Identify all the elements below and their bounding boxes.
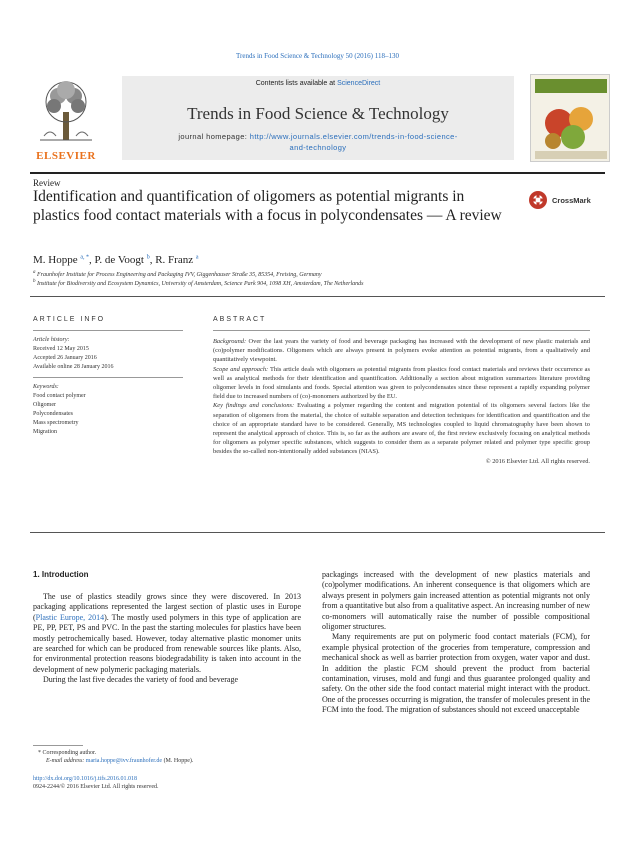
section-rule <box>30 296 605 297</box>
section-rule <box>30 532 605 533</box>
corresponding-note: * Corresponding author. <box>38 750 97 756</box>
info-divider <box>33 330 183 331</box>
author-affil-link[interactable]: a <box>195 254 199 261</box>
citation-link[interactable]: Plastic Europe, 2014 <box>35 612 105 622</box>
author-name: P. de Voogt <box>94 254 144 266</box>
body-paragraph: During the last five decades the variety of food and beverage <box>43 675 239 685</box>
crossmark-icon <box>528 190 548 210</box>
copyright: © 2016 Elsevier Ltd. All rights reserved. <box>485 457 590 465</box>
elsevier-logo <box>30 76 102 162</box>
sciencedirect-link[interactable]: ScienceDirect <box>337 80 381 87</box>
abstract-heading: ABSTRACT <box>213 316 267 323</box>
abstract-scope: Scope and approach: This article deals with oligomers as potential migrants from plastics food contact materials and reviews their occurrence as well as analytical methods for their identification and quantification. Additionally a section about migration summarizes literature providing oligomer levels in food simulants and foods. Special attention was given to polycondensates since these represent a rapidly expanding polymer field due to increased numbers of (co)-monomers authorized by the EU. <box>213 365 590 401</box>
abstract-divider <box>213 330 590 331</box>
journal-header <box>30 70 610 168</box>
body-column-right <box>322 570 590 716</box>
abstract-background: Background: Over the last years the variety of food and beverage packaging has increased with the development of new plastic materials and (co)polymer modifications. Oligomers which are always present in polymers evoke attention as potential migrants, from a qualitatively and quantitatively viewpoint. <box>213 338 590 364</box>
article-info-heading: ARTICLE INFO <box>33 316 106 323</box>
keyword: Polycondensates <box>33 411 73 417</box>
body-paragraph: Many requirements are put on polymeric food contact materials (FCM), for example physical protection of the groceries from temperature, compression and mechanical shock as well as barrier protection from oxygen, water vapor and dust. In addition the plastic FCM should prevent the product from bacterial contamination, viruses, mold and fungi and thus guarantee prolonged quality and safety. On the other side the food contact material might interact with the product. One of the processes occurring is migration, the transfer of molecules present in the FCM into the food. The migration of substances should not exceed unacceptable <box>322 632 590 715</box>
contents-line: Contents lists available at ScienceDirect <box>255 80 381 87</box>
body-paragraph: The use of plastics steadily grows since they were discovered. In 2013 packaging applications represented the largest section of plastic uses in Europe (Plastic Europe, 2014). The mostly used polymers in this type of application are PE, PP, PET, PS and PVC. In the past the starting molecules for plastics have been mostly petrochemically based. However, today alternative plastic monomer units are searched for which can be produced from renewable sources like plants. Also, for environmental protection reasons biodegradability is taken into account in the development of new polymeric packaging materials. <box>33 592 301 674</box>
paper-title: Identification and quantification of oligomers as potential migrants in plastics food contact materials with a focus in polycondensates — A review <box>33 188 502 224</box>
author-list: M. Hoppe $^{a, *}$, P. de Voogt $^b$, R. Franz $^a$ <box>33 254 199 266</box>
author-affil-link[interactable]: a, * <box>80 254 90 261</box>
crossmark-button[interactable] <box>528 190 618 212</box>
journal-homepage: journal homepage: http://www.journals.elsevier.com/trends-in-food-science- and-technology <box>178 132 458 152</box>
author-name: M. Hoppe <box>33 254 78 266</box>
crossmark-label: CrossMark <box>552 196 591 205</box>
journal-citation-link[interactable]: Trends in Food Science & Technology 50 (2016) 118–130 <box>236 52 399 60</box>
journal-cover-image <box>530 74 610 162</box>
homepage-link[interactable]: http://www.journals.elsevier.com/trends-in-food-science- <box>249 132 458 141</box>
journal-banner <box>122 76 514 160</box>
keyword: Food contact polymer <box>33 393 86 399</box>
email-link[interactable]: maria.hoppe@ivv.fraunhofer.de <box>85 758 163 764</box>
author-name: R. Franz <box>155 254 194 266</box>
keywords: Keywords: Food contact polymer Oligomer Polycondensates Mass spectrometry Migration <box>33 383 183 437</box>
abstract-findings: Key findings and conclusions: Evaluating a polymer regarding the content and migration potential of its oligomers several factors like the separation of oligomers from the material, the choice of suitable separation and detection techniques for identification and quantification and the choice of an appropriate standard have to be considered. Generally, MS technologies coupled to liquid chromatography have been shown to represent the analytical approach of choice. This is, so far as the authors are aware of, the first review exclusively focusing on analytical methods for oligomers as polymer specific substances, which suggests to consider them as a separate polymer related and polymer type specific group besides the so-called non-intentionally added substances (NIAS). <box>213 402 590 456</box>
keyword: Oligomer <box>33 402 56 408</box>
issn-line: 0924-2244/© 2016 Elsevier Ltd. All rights reserved. <box>33 784 159 790</box>
tree-icon <box>30 76 102 148</box>
body-column-left <box>33 592 301 686</box>
body-paragraph: packagings increased with the development of new plastics materials and (co)polymer modifications. An inherent consequence is that oligomers which are always present in polymers gain increased attention as potential migrants not only from a quantitative but also from a qualitative aspect. An increasing number of new co-monomers will automatically raise the number of possible compositional oligomer structures. <box>322 570 590 632</box>
affiliation: $^b$ Institute for Biodiversity and Ecosystem Dynamics, University of Amsterdam, Science Park 904, 1098 XH, Amsterdam, The Netherlands <box>33 279 364 287</box>
affiliation: $^a$ Fraunhofer Institute for Process Engineering and Packaging IVV, Giggenhauser Straße 35, 85354, Freising, Germany <box>33 270 322 278</box>
elsevier-wordmark: ELSEVIER <box>36 150 96 162</box>
article-history: Article history: Received 12 May 2015 Accepted 26 January 2016 Available online 28 January 2016 <box>33 337 114 370</box>
keyword: Migration <box>33 429 57 435</box>
article-type: Review <box>33 178 61 188</box>
header-rule <box>30 172 605 174</box>
journal-title: Trends in Food Science & Technology <box>187 104 449 123</box>
author-affil-link[interactable]: b <box>146 254 150 261</box>
section-heading: 1. Introduction <box>33 570 89 579</box>
abstract-body <box>213 337 590 466</box>
email-note: E-mail address: maria.hoppe@ivv.fraunhofer.de (M. Hoppe). <box>46 758 194 764</box>
keyword: Mass spectrometry <box>33 420 79 426</box>
footnote-rule <box>33 745 83 746</box>
info-divider <box>33 377 183 378</box>
doi-link[interactable]: http://dx.doi.org/10.1016/j.tifs.2016.01.018 <box>33 776 138 782</box>
homepage-link-cont[interactable]: and-technology <box>289 143 347 152</box>
